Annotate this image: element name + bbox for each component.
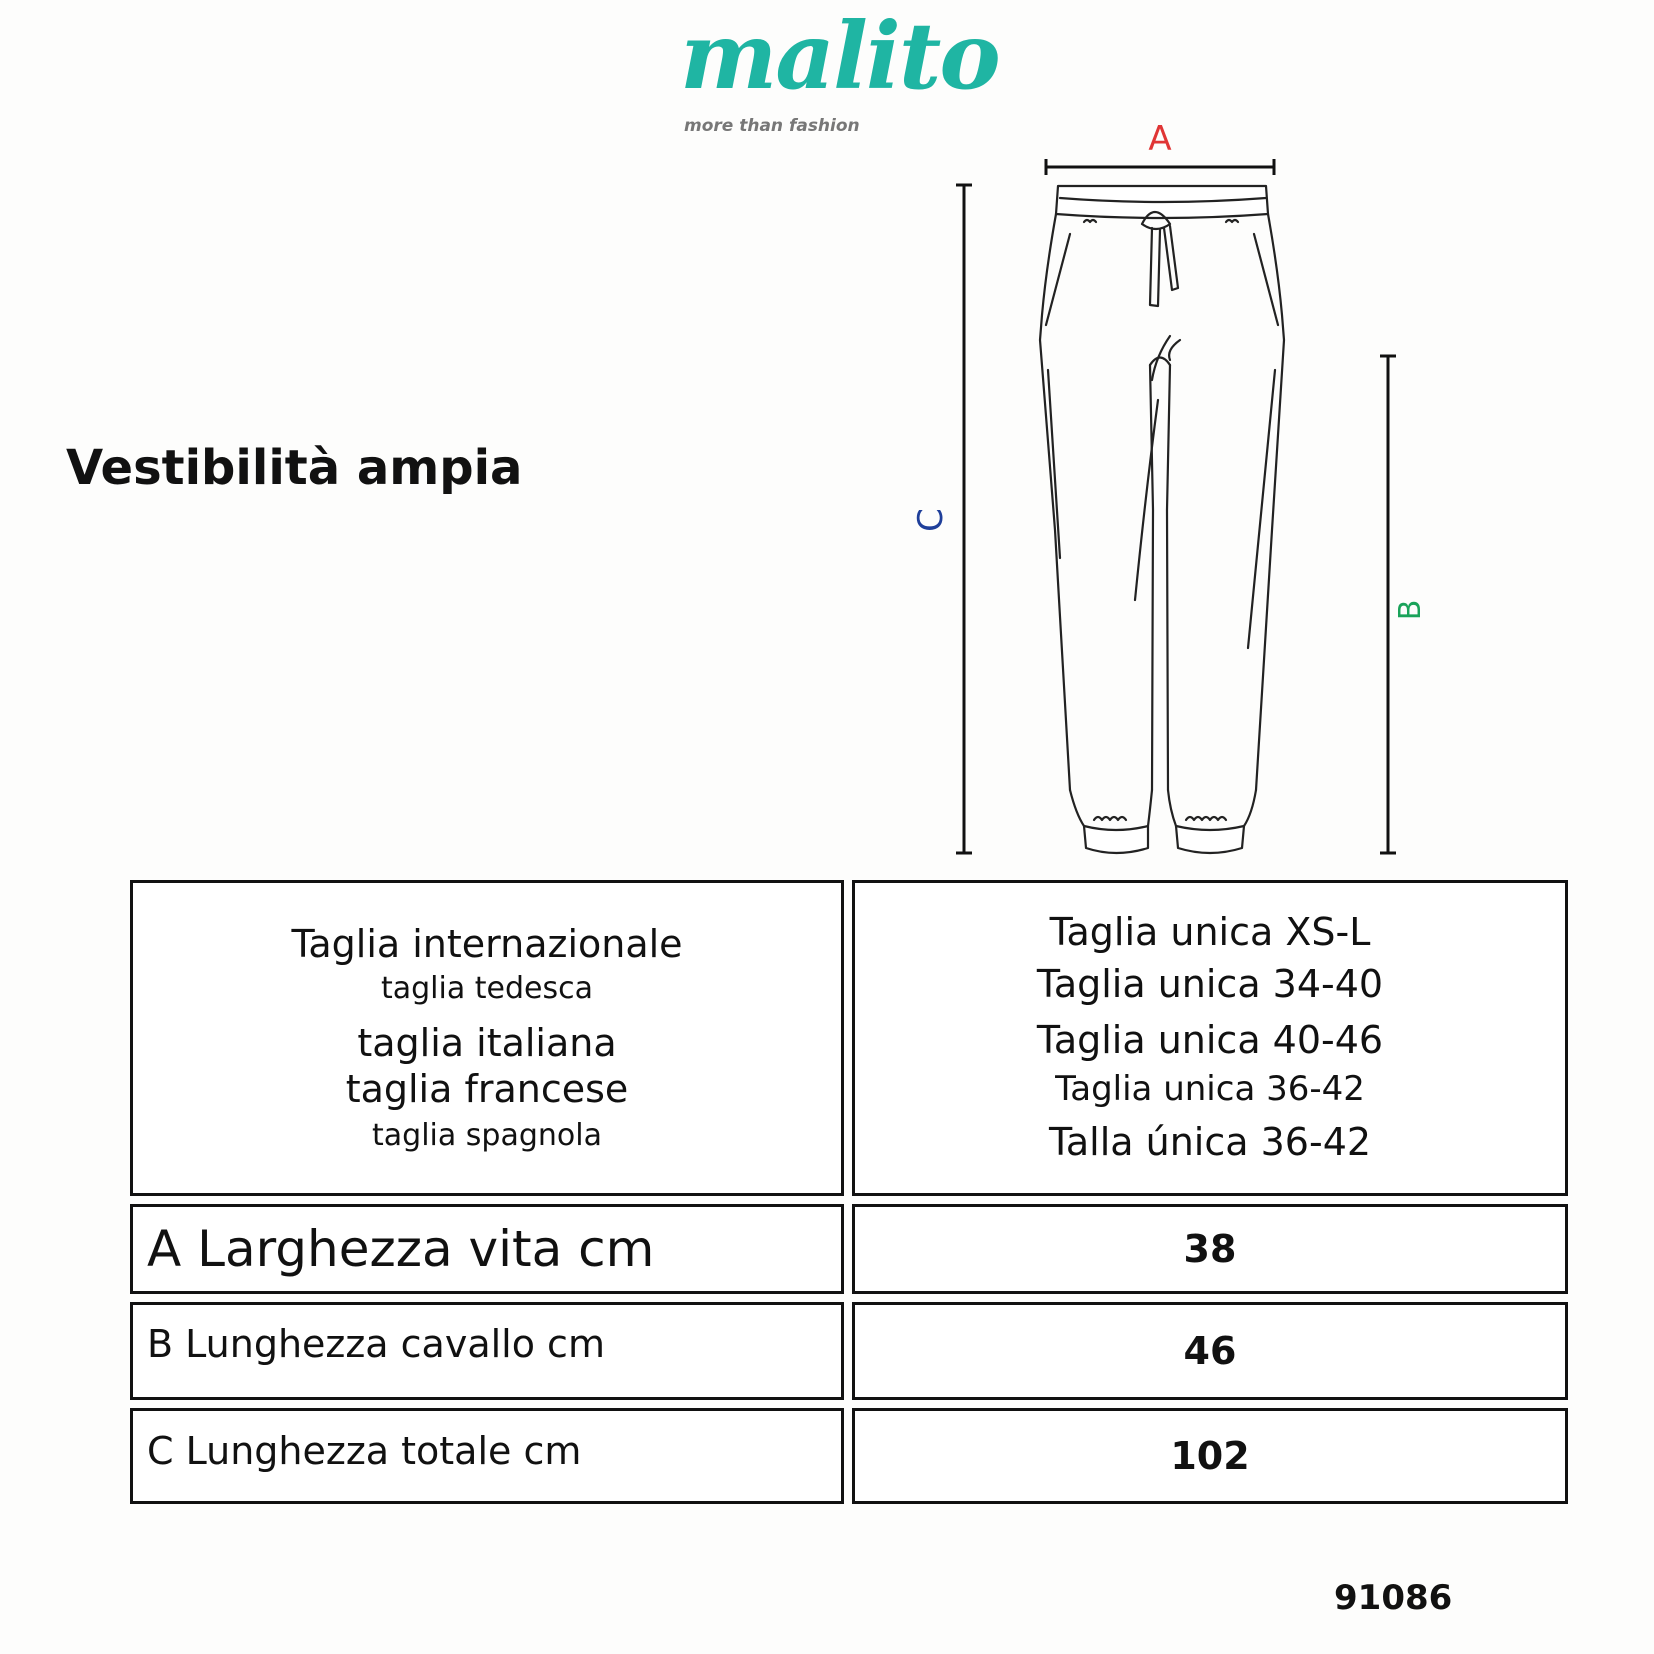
fit-headline: Vestibilità ampia xyxy=(66,440,523,496)
brand-wordmark: malito xyxy=(680,2,999,110)
measurement-row-c-value xyxy=(852,1408,1568,1504)
waist-width-value: 38 xyxy=(1183,1227,1237,1271)
value-italian-size: Taglia unica 40-46 xyxy=(1036,1017,1384,1062)
value-spanish-size: Talla única 36-42 xyxy=(1048,1119,1372,1164)
size-table-labels xyxy=(130,880,844,1196)
brand-tagline: more than fashion xyxy=(684,116,860,136)
value-german-size: Taglia unica 34-40 xyxy=(1036,962,1384,1006)
dimension-a-line xyxy=(1046,159,1274,175)
pants-diagram xyxy=(880,110,1440,870)
measurement-row-c-label xyxy=(130,1408,844,1504)
total-length-label: C Lunghezza totale cm xyxy=(147,1428,582,1473)
label-german-size: taglia tedesca xyxy=(380,971,593,1007)
label-french-size: taglia francese xyxy=(345,1066,629,1111)
dimension-a-label: A xyxy=(1148,119,1172,159)
crotch-length-label: B Lunghezza cavallo cm xyxy=(147,1321,605,1366)
size-table-values xyxy=(852,880,1568,1196)
measurement-row-a-value xyxy=(852,1204,1568,1294)
label-spanish-size: taglia spagnola xyxy=(372,1118,602,1154)
waist-width-label: A Larghezza vita cm xyxy=(147,1220,655,1278)
label-italian-size: taglia italiana xyxy=(357,1021,617,1066)
value-french-size: Taglia unica 36-42 xyxy=(1055,1069,1365,1110)
total-length-value: 102 xyxy=(1170,1434,1250,1478)
measurement-row-b-label xyxy=(130,1302,844,1400)
dimension-b-label: B xyxy=(1393,599,1428,621)
label-international-size: Taglia internazionale xyxy=(291,921,683,966)
product-code: 91086 xyxy=(1334,1578,1453,1618)
value-international-size: Taglia unica XS-L xyxy=(1049,910,1371,955)
dimension-c-label: C xyxy=(911,508,951,532)
dimension-c-line xyxy=(956,185,972,853)
crotch-length-value: 46 xyxy=(1183,1329,1237,1373)
measurement-row-a-label xyxy=(130,1204,844,1294)
pants-outline xyxy=(1040,186,1284,853)
measurement-row-b-value xyxy=(852,1302,1568,1400)
